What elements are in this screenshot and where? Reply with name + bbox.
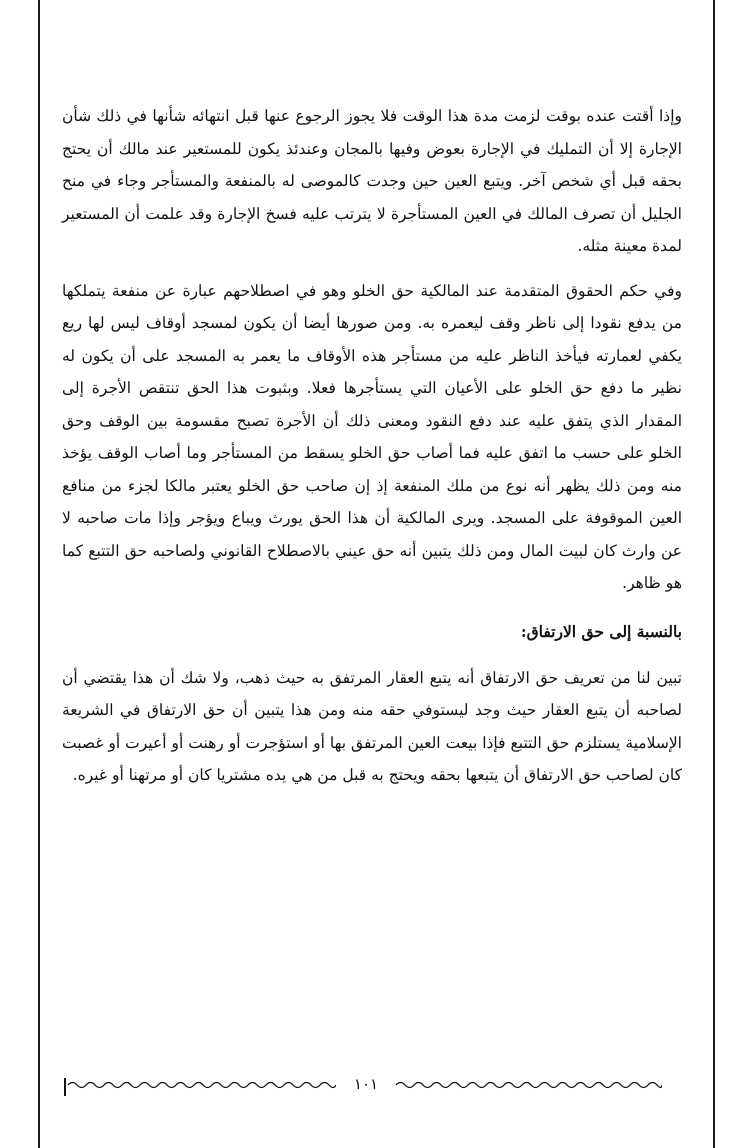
page-body (62, 100, 682, 792)
footer-wave-ornament-right (396, 1079, 662, 1091)
page-footer (64, 1070, 662, 1100)
page-edge-left (38, 0, 40, 1148)
page-edge-right (713, 0, 715, 1148)
section-heading-easement: بالنسبة إلى حق الارتفاق: (520, 621, 682, 641)
page-number: ١٠١ (353, 1075, 379, 1093)
paragraph-khulu-right: وفي حكم الحقوق المتقدمة عند المالكية حق الخلو وهو في اصطلاحهم عبارة عن منفعة يتملكها من يدفع نقودا إلى ناظر وقف ليعمره به. ومن صورها أيضا أن يكون لمسجد أوقاف ليس لها ريع يكفي لعمارته فيأخذ الناظر عليه من مستأجر هذه الأوقاف ما يعمر به المسجد على أن يكون له نظير ما دفع حق الخلو على الأعيان التي يستأجرها فعلا. وبثبوت هذا الحق تنتقص الأجرة إلى المقدار الذي يتفق عليه عند دفع النقود ومعنى ذلك أن الأجرة تصبح مقسومة بين الوقف وحق الخلو على حسب ما اتفق عليه فما أصاب حق الخلو يسقط من المستأجر وما أصاب الوقف يؤخذ منه ومن ذلك يظهر أنه نوع من ملك المنفعة إذ إن صاحب حق الخلو يعتبر مالكا لجزء من منافع العين الموقوفة على المسجد. ويرى المالكية أن هذا الحق يورث ويباع ويؤجر وإذا مات صاحبه لا عن وارث كان لبيت المال ومن ذلك يتبين أنه حق عيني بالاصطلاح القانوني ولصاحبه حق التتبع كما هو ظاهر. (62, 281, 682, 592)
paragraph-lease-analogy: وإذا أقتت عنده بوقت لزمت مدة هذا الوقت فلا يجوز الرجوع عنها قبل انتهائه شأنها في ذلك شأن الإجارة إلا أن التمليك في الإجارة بعوض وفيها بالمجان وعندئذ يكون للمستعير عند مالك أن يحتج بحقه قبل أي شخص آخر. ويتبع العين حين وجدت كالموصى له بالمنفعة والمستأجر وجاء في منح الجليل أن تصرف المالك في العين المستأجرة لا يترتب عليه فسخ الإجارة وقد علمت أن المستعير لمدة معينة مثله. (62, 107, 682, 255)
paragraph-easement: تبين لنا من تعريف حق الارتفاق أنه يتبع العقار المرتفق به حيث ذهب، ولا شك أن هذا يقتضي أن لصاحبه أن يتبع العقار حيث وجد ليستوفي حقه منه ومن هذا يتبين أن حق الارتفاق في الشريعة الإسلامية يستلزم حق التتبع فإذا بيعت العين المرتفق بها أو استؤجرت أو رهنت أو أعيرت أو غصبت كان لصاحب حق الارتفاق أن يتبعها بحقه ويحتج به قبل من هي يده مشتريا كان أو مرتهنا أو غيره. (62, 668, 682, 784)
footer-wave-ornament-left (68, 1079, 336, 1091)
footer-end-bar (64, 1078, 66, 1096)
